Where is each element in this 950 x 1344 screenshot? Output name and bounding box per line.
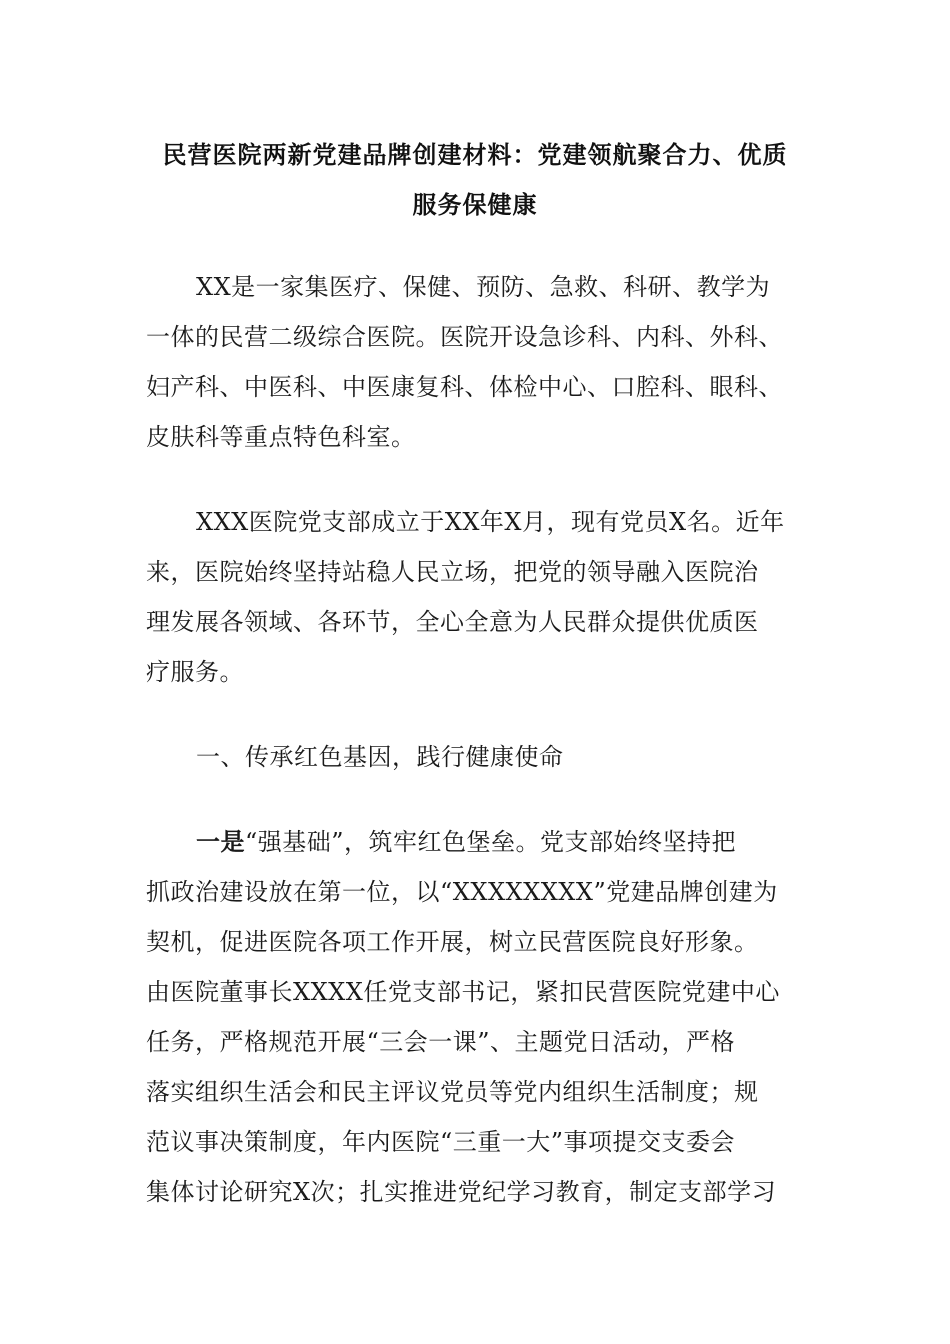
lead-rest: “强基础”，筑牢红色堡垒。党支部始终坚持把 [245, 828, 737, 856]
text-line: 契机，促进医院各项工作开展，树立民营医院良好形象。 [146, 928, 759, 956]
text-line: 一体的民营二级综合医院。医院开设急诊科、内科、外科、 [146, 323, 783, 351]
text-line: 皮肤科等重点特色科室。 [146, 423, 416, 451]
text-line: 疗服务。 [146, 658, 244, 686]
document-title-line-1: 民营医院两新党建品牌创建材料：党建领航聚合力、优质 [162, 141, 788, 169]
paragraph-party-branch [146, 497, 806, 697]
text-line: 集体讨论研究X次；扎实推进党纪学习教育，制定支部学习 [146, 1178, 777, 1206]
paragraph-strengthen-foundation [146, 817, 806, 1217]
section-heading-text: 一、传承红色基因，践行健康使命 [196, 743, 564, 771]
text-line [146, 817, 806, 867]
text-line: 落实组织生活会和民主评议党员等党内组织生活制度；规 [146, 1078, 759, 1106]
document-title-line-2: 服务保健康 [412, 191, 538, 219]
lead-phrase: 一是 [196, 827, 245, 856]
section-heading-1 [146, 732, 806, 782]
text-line: 范议事决策制度，年内医院“三重一大”事项提交支委会 [146, 1128, 736, 1156]
text-line: 妇产科、中医科、中医康复科、体检中心、口腔科、眼科、 [146, 373, 783, 401]
text-line: 由医院董事长XXXX任党支部书记，紧扣民营医院党建中心 [146, 978, 780, 1006]
text-line: 来，医院始终坚持站稳人民立场，把党的领导融入医院治 [146, 558, 759, 586]
text-line: XXX医院党支部成立于XX年X月，现有党员X名。近年 [196, 508, 785, 536]
text-line: 任务，严格规范开展“三会一课”、主题党日活动，严格 [146, 1028, 736, 1056]
text-line: 理发展各领域、各环节，全心全意为人民群众提供优质医 [146, 608, 759, 636]
text-line: XX是一家集医疗、保健、预防、急救、科研、教学为 [196, 273, 771, 301]
text-line: 抓政治建设放在第一位，以“XXXXXXXX”党建品牌创建为 [146, 878, 778, 906]
paragraph-hospital-intro [146, 262, 806, 462]
